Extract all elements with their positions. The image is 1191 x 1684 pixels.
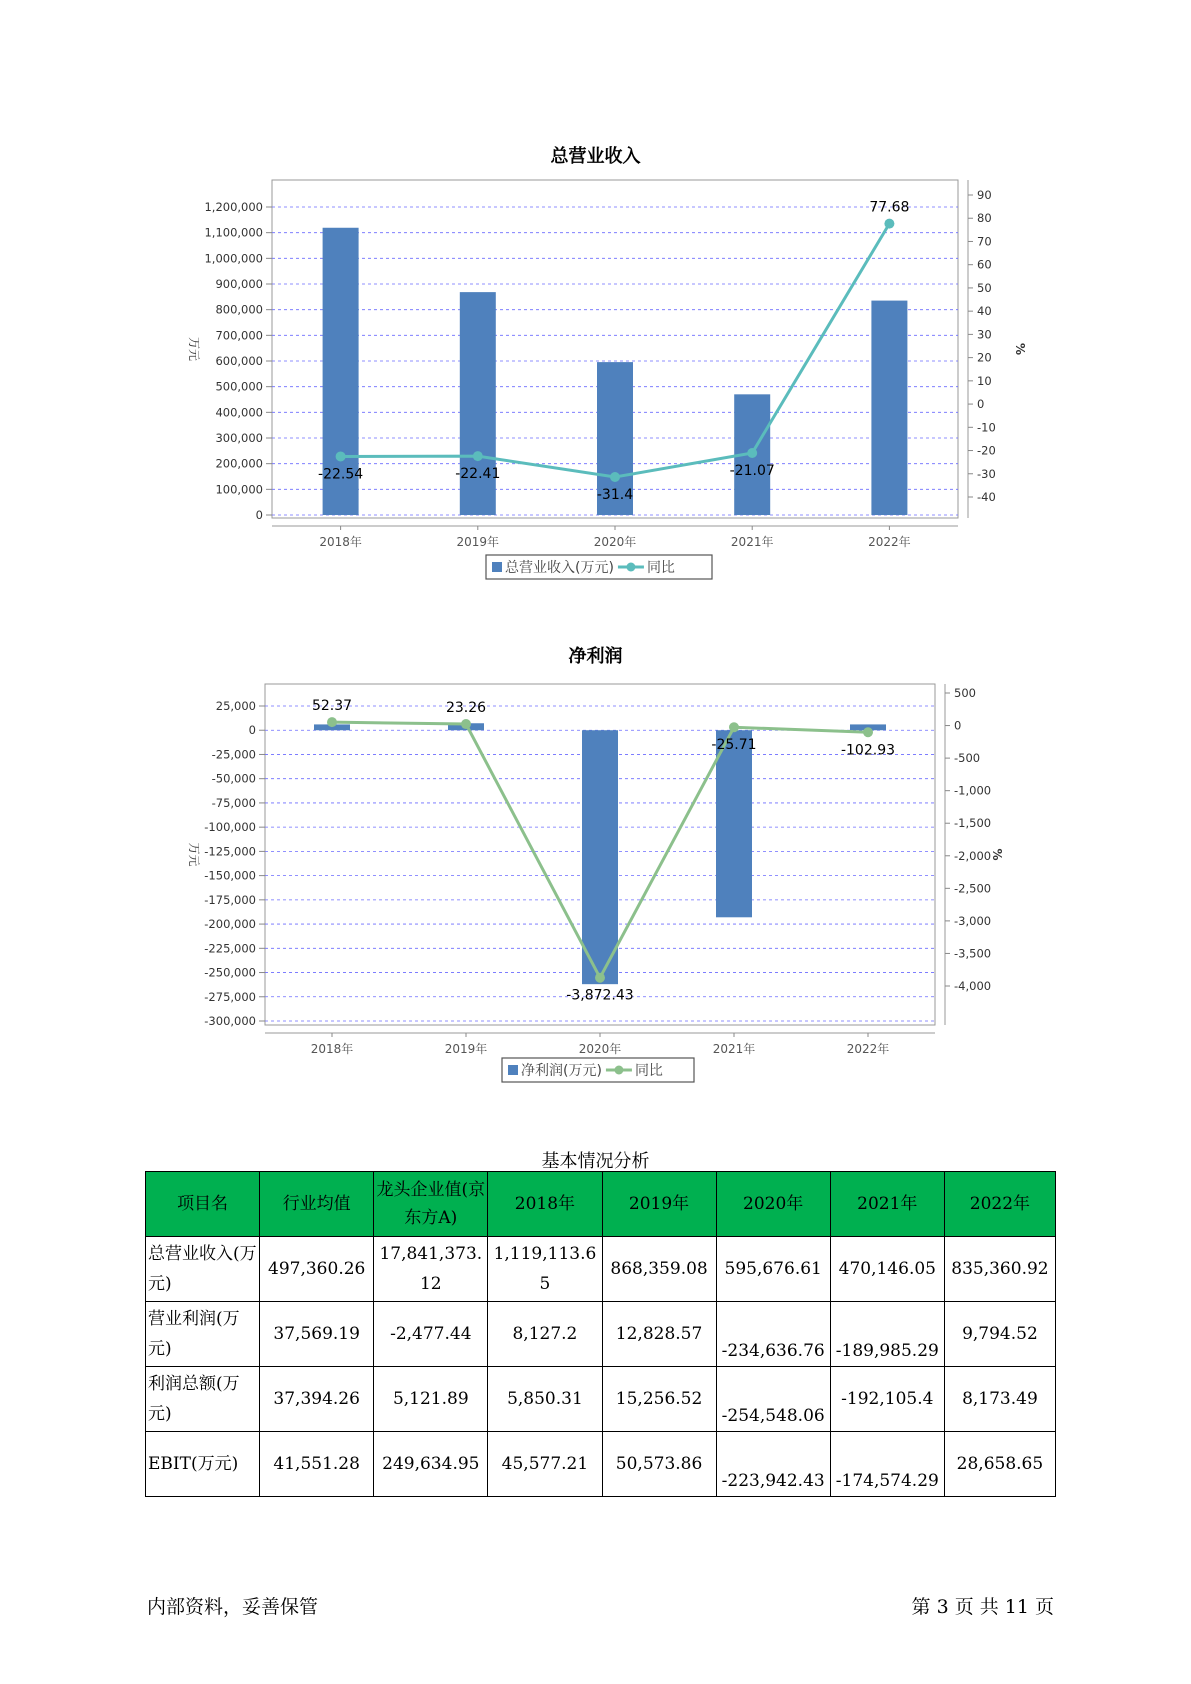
y-tick-label: 900,000 <box>215 277 263 291</box>
data-label: -21.07 <box>729 463 775 480</box>
data-label: 52.37 <box>311 698 353 715</box>
y-tick-label: 200,000 <box>215 456 263 471</box>
table-row <box>146 1432 1056 1497</box>
bar <box>582 730 618 984</box>
series-point <box>747 448 757 458</box>
table-cell: -254,548.06 <box>716 1367 830 1432</box>
legend-label: 同比 <box>646 560 675 576</box>
data-label: -22.41 <box>455 466 501 483</box>
chart-title: 净利润 <box>568 646 623 667</box>
header-cell: 2022年 <box>944 1172 1055 1237</box>
data-label: -25.71 <box>711 737 757 754</box>
y-tick-label: -25,000 <box>211 747 256 762</box>
revenue-chart <box>0 140 1191 604</box>
series-point <box>595 973 605 983</box>
table-title: 基本情况分析 <box>541 1151 650 1172</box>
y2-tick-label: -20 <box>977 443 996 458</box>
y2-tick-label: 20 <box>977 350 992 365</box>
footer-page-number: 第 3 页 共 11 页 <box>911 1596 1054 1618</box>
y2-tick-label: -40 <box>977 490 996 504</box>
table-cell: 17,841,373.12 <box>374 1237 488 1302</box>
x-tick-label: 2021年 <box>712 1042 756 1056</box>
data-label: 23.26 <box>445 700 487 717</box>
table-cell: 249,634.95 <box>374 1432 488 1497</box>
table-cell: 8,173.49 <box>944 1367 1055 1432</box>
x-tick-label: 2018年 <box>310 1042 354 1056</box>
table-cell: 5,121.89 <box>374 1367 488 1432</box>
y2-tick-label: 50 <box>977 280 992 295</box>
header-cell: 2019年 <box>602 1172 716 1237</box>
table-cell: 5,850.31 <box>488 1367 602 1432</box>
y2-tick-label: -4,000 <box>954 979 992 993</box>
x-tick-label: 2020年 <box>593 535 637 549</box>
y2-tick-label: -3,000 <box>954 913 992 928</box>
table-cell: 835,360.92 <box>944 1237 1055 1302</box>
table-cell: 9,794.52 <box>944 1302 1055 1367</box>
legend-bar-swatch <box>508 1065 518 1075</box>
table-cell: 470,146.05 <box>830 1237 944 1302</box>
header-cell: 2018年 <box>488 1172 602 1237</box>
series-point <box>327 717 337 727</box>
y2-tick-label: -2,500 <box>954 881 992 896</box>
data-label: -31.4 <box>596 487 634 504</box>
y2-tick-label: 30 <box>977 327 992 342</box>
table-cell: 利润总额(万元) <box>146 1367 260 1432</box>
y2-tick-label: 40 <box>977 304 992 319</box>
chart-svg <box>0 640 1191 1100</box>
x-tick-label: 2021年 <box>730 535 774 549</box>
y-tick-label: 700,000 <box>215 328 263 343</box>
y-tick-label: 800,000 <box>215 302 263 317</box>
y-tick-label: -100,000 <box>204 820 256 835</box>
header-cell: 2021年 <box>830 1172 944 1237</box>
basic-analysis-table <box>145 1171 1056 1497</box>
y-tick-label: 500,000 <box>215 379 263 394</box>
bar <box>716 730 752 917</box>
net-profit-chart <box>0 640 1191 1104</box>
y-tick-label: 1,200,000 <box>204 200 263 214</box>
table-cell: 497,360.26 <box>260 1237 374 1302</box>
y-tick-label: 100,000 <box>215 482 263 497</box>
header-cell: 龙头企业值(京东方A) <box>374 1172 488 1237</box>
y-tick-label: -150,000 <box>204 868 256 883</box>
x-tick-label: 2022年 <box>868 535 911 549</box>
y2-tick-label: 80 <box>977 211 992 226</box>
table-cell: 营业利润(万元) <box>146 1302 260 1367</box>
data-label: -102.93 <box>840 742 896 759</box>
table-cell: 15,256.52 <box>602 1367 716 1432</box>
table-row <box>146 1302 1056 1367</box>
y2-tick-label: 90 <box>977 188 992 202</box>
table-cell: -189,985.29 <box>830 1302 944 1367</box>
y-tick-label: -250,000 <box>204 965 256 980</box>
table-cell: 50,573.86 <box>602 1432 716 1497</box>
series-point <box>336 451 346 461</box>
table-cell: -192,105.4 <box>830 1367 944 1432</box>
series-point <box>863 727 873 737</box>
table-cell: -174,574.29 <box>830 1432 944 1497</box>
x-tick-label: 2020年 <box>578 1042 622 1056</box>
series-point <box>610 472 620 482</box>
x-tick-label: 2019年 <box>444 1042 488 1056</box>
legend-bar-swatch <box>492 562 502 572</box>
header-cell: 行业均值 <box>260 1172 374 1237</box>
y2-tick-label: 500 <box>954 686 976 700</box>
bar <box>871 301 907 515</box>
y2-tick-label: -1,000 <box>954 783 992 798</box>
y-tick-label: -225,000 <box>204 941 256 956</box>
data-label: -3,872.43 <box>566 987 634 1004</box>
y-tick-label: 300,000 <box>215 431 263 445</box>
legend-label: 总营业收入(万元) <box>505 560 614 576</box>
x-tick-label: 2019年 <box>456 535 500 549</box>
series-point <box>884 219 894 229</box>
table-cell: 8,127.2 <box>488 1302 602 1367</box>
y-tick-label: 1,100,000 <box>204 225 263 240</box>
legend-label: 同比 <box>634 1063 663 1079</box>
table-cell: 595,676.61 <box>716 1237 830 1302</box>
y-tick-label: -75,000 <box>211 795 256 810</box>
table-cell: 37,394.26 <box>260 1367 374 1432</box>
y-tick-label: 0 <box>248 723 256 738</box>
header-cell: 项目名 <box>146 1172 260 1237</box>
y-tick-label: -50,000 <box>211 771 256 786</box>
x-tick-label: 2022年 <box>846 1042 890 1056</box>
legend-point-swatch <box>614 1066 623 1075</box>
y-tick-label: 400,000 <box>215 405 263 420</box>
table-cell: -2,477.44 <box>374 1302 488 1367</box>
table-cell: 总营业收入(万元) <box>146 1237 260 1302</box>
table-row <box>146 1237 1056 1302</box>
header-cell: 2020年 <box>716 1172 830 1237</box>
table-cell: 12,828.57 <box>602 1302 716 1367</box>
y-tick-label: 0 <box>255 508 263 522</box>
y-axis-label: 万元 <box>187 336 201 362</box>
y2-tick-label: 10 <box>977 373 992 388</box>
y2-axis-label: % <box>990 848 1004 861</box>
table-cell: -234,636.76 <box>716 1302 830 1367</box>
y-tick-label: -275,000 <box>204 989 256 1004</box>
data-label: -22.54 <box>318 466 364 483</box>
table-header-row <box>146 1172 1056 1237</box>
y2-tick-label: -3,500 <box>954 946 992 961</box>
y-tick-label: -300,000 <box>204 1014 256 1028</box>
y-tick-label: 1,000,000 <box>204 251 263 266</box>
table-cell: 37,569.19 <box>260 1302 374 1367</box>
table-cell: -223,942.43 <box>716 1432 830 1497</box>
y2-tick-label: 0 <box>977 397 985 412</box>
y2-tick-label: 70 <box>977 234 992 249</box>
chart-svg <box>0 140 1191 600</box>
data-label: 77.68 <box>869 199 910 216</box>
y2-tick-label: 60 <box>977 257 992 272</box>
y-tick-label: 600,000 <box>215 354 263 368</box>
y2-tick-label: -30 <box>977 466 996 481</box>
legend-label: 净利润(万元) <box>521 1063 602 1079</box>
y2-tick-label: 0 <box>954 718 962 733</box>
table-cell: 45,577.21 <box>488 1432 602 1497</box>
table-cell: 28,658.65 <box>944 1432 1055 1497</box>
chart-title: 总营业收入 <box>550 146 641 167</box>
table-cell: 1,119,113.65 <box>488 1237 602 1302</box>
y-tick-label: -200,000 <box>204 917 256 932</box>
y2-tick-label: -1,500 <box>954 816 992 831</box>
table-row <box>146 1367 1056 1432</box>
series-point <box>473 451 483 461</box>
table-cell: 41,551.28 <box>260 1432 374 1497</box>
y-tick-label: -175,000 <box>204 892 256 907</box>
y-tick-label: 25,000 <box>215 699 256 713</box>
y2-tick-label: -2,000 <box>954 848 992 863</box>
footer-confidential-note: 内部资料，妥善保管 <box>147 1596 319 1618</box>
table-cell: EBIT(万元) <box>146 1432 260 1497</box>
table-cell: 868,359.08 <box>602 1237 716 1302</box>
series-point <box>729 722 739 732</box>
x-tick-label: 2018年 <box>319 535 362 549</box>
y-axis-label: 万元 <box>187 842 201 867</box>
y2-tick-label: -10 <box>977 420 996 435</box>
y2-axis-label: % <box>1013 342 1027 356</box>
y-tick-label: -125,000 <box>204 844 256 859</box>
series-point <box>461 719 471 729</box>
legend-point-swatch <box>626 563 635 572</box>
y2-tick-label: -500 <box>954 751 981 766</box>
